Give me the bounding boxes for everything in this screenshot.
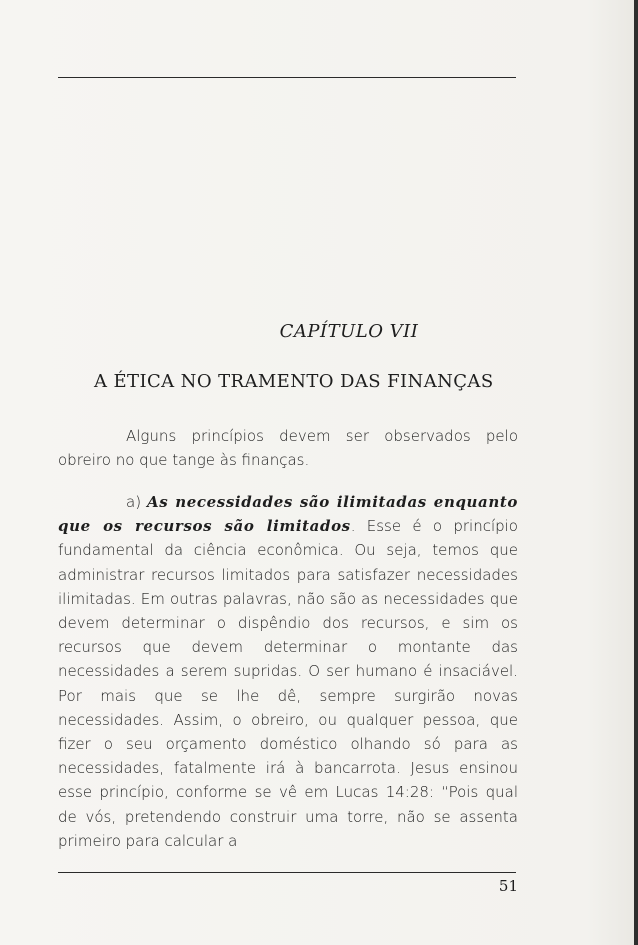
paragraph-intro: Alguns princípios devem ser observados pelo obreiro no que tange às finanças. xyxy=(58,427,518,470)
page-number: 51 xyxy=(498,877,518,895)
paragraph-emphasis: As necessidades são ilimitadas enquanto que os recursos são limitados xyxy=(58,493,519,536)
top-rule xyxy=(58,77,516,78)
chapter-heading: CAPÍTULO VII xyxy=(279,321,419,342)
page-edge-shadow xyxy=(634,0,638,945)
bottom-rule xyxy=(58,872,516,873)
paragraph-prefix: a) xyxy=(126,493,147,511)
paragraph-principle-a xyxy=(58,490,518,853)
paragraph-body: . Esse é o princípio fundamental da ciência econômica. Ou seja, temos que administrar recursos limitados para satisfazer necessidades ilimitadas. Em outras palavras, não são as necessidades que devem determinar o dispêndio dos recursos, e sim os recursos que devem determinar o montante das necessidades a serem supridas. O ser humano é insaciável. Por mais que se lhe dê, sempre surgirão novas necessidades. Assim, o obreiro, ou qualquer pessoa, que fizer o seu orçamento doméstico olhando só para as necessidades, fatalmente irá à bancarrota. Jesus ensinou esse princípio, conforme se vê em Lucas 14:28: “Pois qual de vós, pretendendo construir uma torre, não se assenta primeiro para calcular a xyxy=(58,517,518,850)
chapter-title: A ÉTICA NO TRAMENTO DAS FINANÇAS xyxy=(94,371,494,392)
